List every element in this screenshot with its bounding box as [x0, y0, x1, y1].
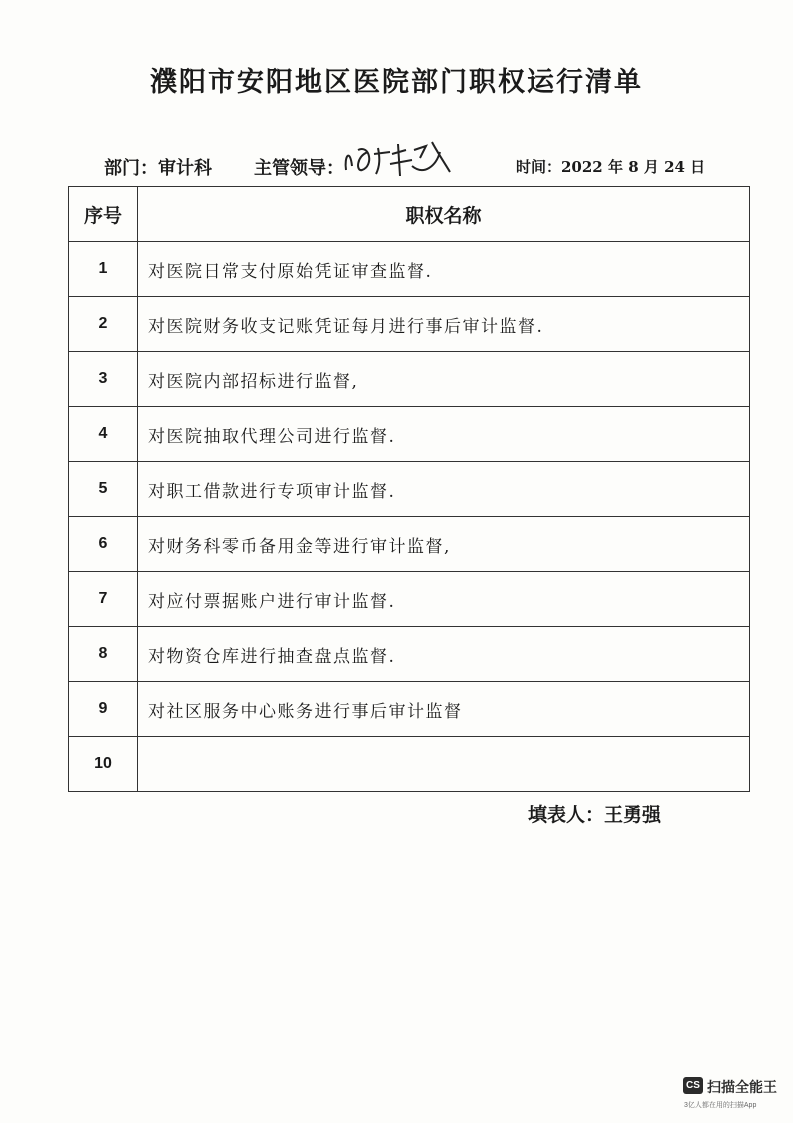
leader-label: 主管领导： — [254, 158, 344, 179]
row-number: 1 — [69, 242, 138, 297]
camscanner-logo-icon: CS — [683, 1077, 703, 1094]
row-description: 对医院财务收支记账凭证每月进行事后审计监督. — [138, 297, 750, 352]
table-row — [69, 682, 750, 737]
department-label: 部门：审计科 — [104, 158, 212, 179]
table-row — [69, 517, 750, 572]
row-description: 对应付票据账户进行审计监督. — [138, 572, 750, 627]
row-description: 对医院内部招标进行监督, — [138, 352, 750, 407]
form-filler: 填表人：王勇强 — [528, 804, 662, 826]
row-description: 对物资仓库进行抽查盘点监督. — [138, 627, 750, 682]
date-label: 时间：2022 年 8 月 24 日 — [516, 158, 706, 176]
row-number: 6 — [69, 517, 138, 572]
table-header-row — [69, 187, 750, 242]
table-row — [69, 297, 750, 352]
row-number: 4 — [69, 407, 138, 462]
row-number: 3 — [69, 352, 138, 407]
signature-image — [340, 136, 480, 180]
table-row — [69, 627, 750, 682]
table-row — [69, 462, 750, 517]
row-description: 对职工借款进行专项审计监督. — [138, 462, 750, 517]
scanner-watermark — [683, 1073, 783, 1113]
row-number: 8 — [69, 627, 138, 682]
row-description: 对社区服务中心账务进行事后审计监督 — [138, 682, 750, 737]
table-row — [69, 407, 750, 462]
table-row — [69, 242, 750, 297]
row-number: 2 — [69, 297, 138, 352]
table-row — [69, 737, 750, 792]
row-number: 7 — [69, 572, 138, 627]
document-title: 濮阳市安阳地区医院部门职权运行清单 — [150, 67, 643, 98]
row-description: 对财务科零币备用金等进行审计监督, — [138, 517, 750, 572]
table-row — [69, 572, 750, 627]
table-row — [69, 352, 750, 407]
row-number: 5 — [69, 462, 138, 517]
row-description: 对医院日常支付原始凭证审查监督. — [138, 242, 750, 297]
header-index: 序号 — [69, 187, 138, 242]
header-authority-name: 职权名称 — [138, 187, 750, 242]
row-number: 10 — [69, 737, 138, 792]
row-description — [138, 737, 750, 792]
row-number: 9 — [69, 682, 138, 737]
row-description: 对医院抽取代理公司进行监督. — [138, 407, 750, 462]
header-info-row — [104, 150, 724, 180]
authority-table — [68, 186, 750, 792]
watermark-tagline: 3亿人都在用的扫描App — [684, 1102, 757, 1109]
watermark-brand: 扫描全能王 — [707, 1079, 777, 1095]
